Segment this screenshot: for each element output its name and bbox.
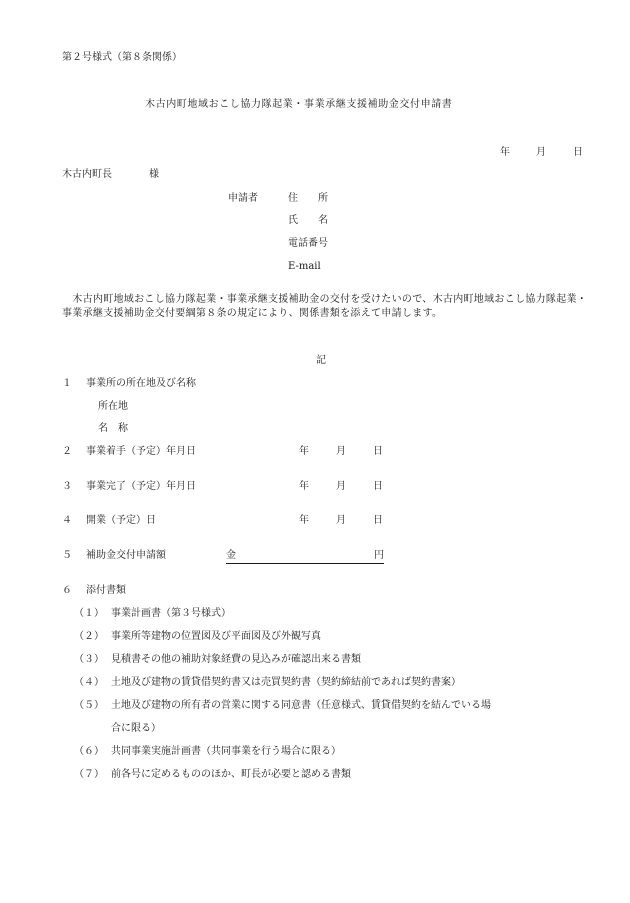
item1-label: 事業所の所在地及び名称 xyxy=(86,378,196,389)
attachment-4-text: 土地及び建物の賃貸借契約書又は売買契約書（契約締結前であれば契約書案） xyxy=(111,677,461,688)
attachment-1-text: 事業計画書（第３号様式） xyxy=(111,608,231,619)
item1-number: １ xyxy=(62,378,72,389)
attachment-5-text: 土地及び建物の所有者の営業に関する同意書（任意様式、賃貸借契約を結んでいる場 xyxy=(111,700,491,711)
item6-number: ６ xyxy=(62,585,72,596)
attachment-2-text: 事業所等建物の位置図及び平面図及び外観写真 xyxy=(111,631,321,642)
item5-label: 補助金交付申請額 xyxy=(86,550,166,561)
addressee-honorific: 様 xyxy=(149,169,159,180)
item2-month: 月 xyxy=(336,446,346,457)
grant-amount-suffix: 円 xyxy=(374,550,384,561)
attachment-2-number: （２） xyxy=(74,631,104,642)
attachment-7-text: 前各号に定めるもののほか、町長が必要と認める書類 xyxy=(111,769,351,780)
attachment-5-text-continued: 合に限る） xyxy=(111,723,161,734)
item2-label: 事業着手（予定）年月日 xyxy=(86,446,196,457)
item3-month: 月 xyxy=(336,481,346,492)
item4-day: 日 xyxy=(373,515,383,526)
item2-day: 日 xyxy=(373,446,383,457)
item4-year: 年 xyxy=(299,515,309,526)
form-number-label: 第２号様式（第８条関係） xyxy=(62,52,182,63)
item4-label: 開業（予定）日 xyxy=(86,515,156,526)
attachment-3-text: 見積書その他の補助対象経費の見込みが確認出来る書類 xyxy=(111,654,361,665)
attachment-7-number: （７） xyxy=(74,769,104,780)
item1-name-label: 名 称 xyxy=(98,423,128,434)
date-month: 月 xyxy=(536,147,546,158)
item3-number: ３ xyxy=(62,481,72,492)
item1-location-label: 所在地 xyxy=(98,401,128,412)
date-year: 年 xyxy=(500,147,510,158)
applicant-phone-label: 電話番号 xyxy=(288,238,328,249)
item3-year: 年 xyxy=(299,481,309,492)
addressee: 木古内町長 xyxy=(62,169,112,180)
attachment-6-text: 共同事業実施計画書（共同事業を行う場合に限る） xyxy=(111,746,341,757)
grant-amount-prefix: 金 xyxy=(226,550,236,561)
applicant-address-label: 住 所 xyxy=(288,193,328,204)
item5-number: ５ xyxy=(62,550,72,561)
applicant-email-label: E-mail xyxy=(288,261,321,272)
applicant-label: 申請者 xyxy=(228,193,258,204)
attachment-3-number: （３） xyxy=(74,654,104,665)
attachment-5-number: （５） xyxy=(74,700,104,711)
attachment-1-number: （１） xyxy=(74,608,104,619)
request-paragraph: 木古内町地域おこし協力隊起業・事業承継支援補助金の交付を受けたいので、木古内町地域おこし協力隊起業・事業承継支援補助金交付要綱第８条の規定により、関係書類を添えて申請します。 xyxy=(62,294,588,319)
applicant-name-label: 氏 名 xyxy=(288,215,328,226)
document-title: 木古内町地域おこし協力隊起業・事業承継支援補助金交付申請書 xyxy=(145,99,453,110)
ki-heading: 記 xyxy=(316,355,326,366)
date-day: 日 xyxy=(573,147,583,158)
item4-month: 月 xyxy=(336,515,346,526)
item2-year: 年 xyxy=(299,446,309,457)
grant-amount-field[interactable] xyxy=(226,549,384,564)
attachment-6-number: （６） xyxy=(74,746,104,757)
item2-number: ２ xyxy=(62,446,72,457)
item3-day: 日 xyxy=(373,481,383,492)
item6-label: 添付書類 xyxy=(86,585,126,596)
attachment-4-number: （４） xyxy=(74,677,104,688)
item3-label: 事業完了（予定）年月日 xyxy=(86,481,196,492)
item4-number: ４ xyxy=(62,515,72,526)
